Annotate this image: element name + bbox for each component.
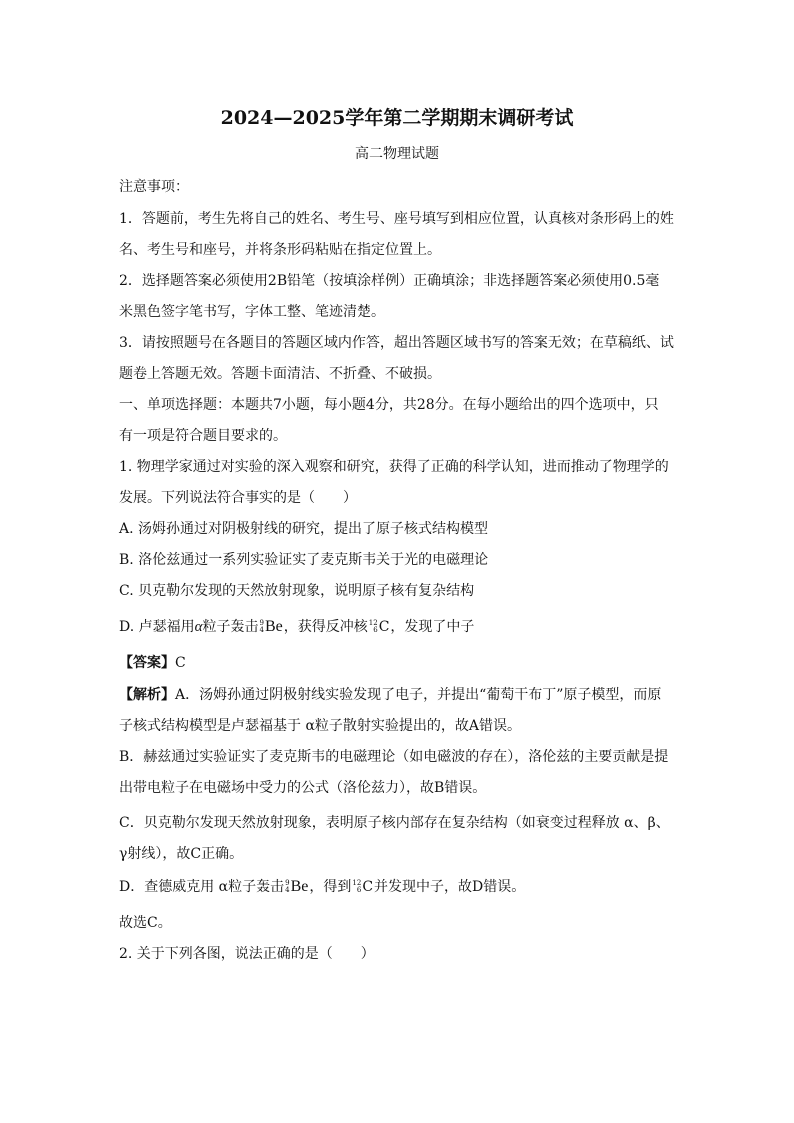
nuclide-be-symbol: Be	[264, 618, 283, 635]
question-2-stem: 2. 关于下列各图，说法正确的是（ ）	[119, 946, 375, 962]
nuclide-c-atomic: 6	[373, 626, 378, 634]
question-1-option-d	[119, 618, 474, 636]
analysis-nuclide-be-symbol: Be	[290, 878, 309, 895]
analysis-nuclide-be-atomic: 4	[285, 886, 290, 894]
nuclide-c-symbol: C	[378, 619, 390, 635]
analysis-a-line-1	[119, 686, 661, 704]
option-d-mid-1: 粒子轰击	[202, 619, 259, 635]
nuclide-c-mass: 12	[368, 619, 378, 627]
notice-item-3-line-2: 题卷上答题无效。答题卡面清洁、不折叠、不破损。	[119, 366, 441, 382]
analysis-nuclide-c-symbol: C	[362, 879, 374, 895]
option-d-suffix: ，发现了中子	[390, 619, 475, 635]
notice-item-1-line-1: 1．答题前，考生先将自己的姓名、考生号、座号填写到相应位置，认真核对条形码上的姓	[119, 211, 674, 227]
analysis-b-line-1: B．赫兹通过实验证实了麦克斯韦的电磁理论（如电磁波的存在），洛伦兹的主要贡献是提	[119, 749, 669, 765]
analysis-d-suffix: 并发现中子，故D错误。	[374, 879, 526, 895]
nuclide-be-mass: 9	[259, 619, 264, 627]
option-d-prefix: D. 卢瑟福用	[119, 619, 195, 635]
analysis-nuclide-be-mass: 9	[285, 879, 290, 887]
analysis-nuclide-c	[352, 878, 373, 896]
question-1-stem-line-1: 1. 物理学家通过对实验的深入观察和研究，获得了正确的科学认知，进而推动了物理学的	[119, 459, 669, 475]
notice-item-1-line-2: 名、考生号和座号，并将条形码粘贴在指定位置上。	[119, 242, 441, 258]
analysis-nuclide-c-mass: 12	[352, 879, 362, 887]
section-1-heading-line-1: 一、单项选择题：本题共7小题，每小题4分，共28分。在每小题给出的四个选项中，只	[119, 397, 659, 413]
question-1-answer	[119, 654, 186, 672]
answer-value: C	[175, 655, 186, 671]
analysis-b-line-2: 出带电粒子在电磁场中受力的公式（洛伦兹力），故B错误。	[119, 780, 487, 796]
notice-item-2-line-2: 米黑色签字笔书写，字体工整、笔迹清楚。	[119, 304, 385, 320]
exam-title: 2024—2025学年第二学期期末调研考试	[220, 107, 574, 129]
option-d-mid-2: ，获得反冲核	[283, 619, 368, 635]
alpha-symbol: α	[194, 619, 203, 635]
answer-label: 【答案】	[119, 655, 175, 671]
analysis-a-line-2: 子核式结构模型是卢瑟福基于 α粒子散射实验提出的，故A错误。	[119, 718, 522, 734]
question-1-option-c: C. 贝克勒尔发现的天然放射现象，说明原子核有复杂结构	[119, 583, 475, 599]
notice-heading: 注意事项：	[119, 179, 189, 195]
analysis-c-line-1: C．贝克勒尔发现天然放射现象，表明原子核内部存在复杂结构（如衰变过程释放 α、β、	[119, 815, 670, 831]
analysis-d-prefix: D．查德威克用 α粒子轰击	[119, 879, 285, 895]
analysis-c-line-2: γ射线），故C正确。	[119, 846, 244, 862]
notice-item-3-line-1: 3．请按照题号在各题目的答题区域内作答，超出答题区域书写的答案无效；在草稿纸、试	[119, 335, 674, 351]
nuclide-be	[260, 618, 283, 636]
question-1-conclusion: 故选C。	[119, 915, 172, 931]
analysis-a-line-1-text: A．汤姆孙通过阴极射线实验发现了电子，并提出“葡萄干布丁”原子模型，而原	[175, 687, 662, 703]
analysis-d-mid: ，得到	[309, 879, 352, 895]
analysis-d-line	[119, 878, 525, 896]
notice-item-2-line-1: 2．选择题答案必须使用2B铅笔（按填涂样例）正确填涂；非选择题答案必须使用0.5毫	[119, 273, 660, 289]
exam-subtitle: 高二物理试题	[355, 146, 439, 162]
analysis-nuclide-c-atomic: 6	[356, 886, 362, 894]
question-1-option-a: A. 汤姆孙通过对阴极射线的研究，提出了原子核式结构模型	[119, 521, 489, 537]
question-1-stem-line-2: 发展。下列说法符合事实的是（ ）	[119, 490, 357, 506]
nuclide-c	[369, 618, 390, 636]
analysis-label: 【解析】	[119, 687, 175, 703]
section-1-heading-line-2: 有一项是符合题目要求的。	[119, 428, 287, 444]
question-1-option-b: B. 洛伦兹通过一系列实验证实了麦克斯韦关于光的电磁理论	[119, 552, 489, 568]
analysis-nuclide-be	[285, 878, 308, 896]
nuclide-be-atomic: 4	[259, 626, 264, 634]
